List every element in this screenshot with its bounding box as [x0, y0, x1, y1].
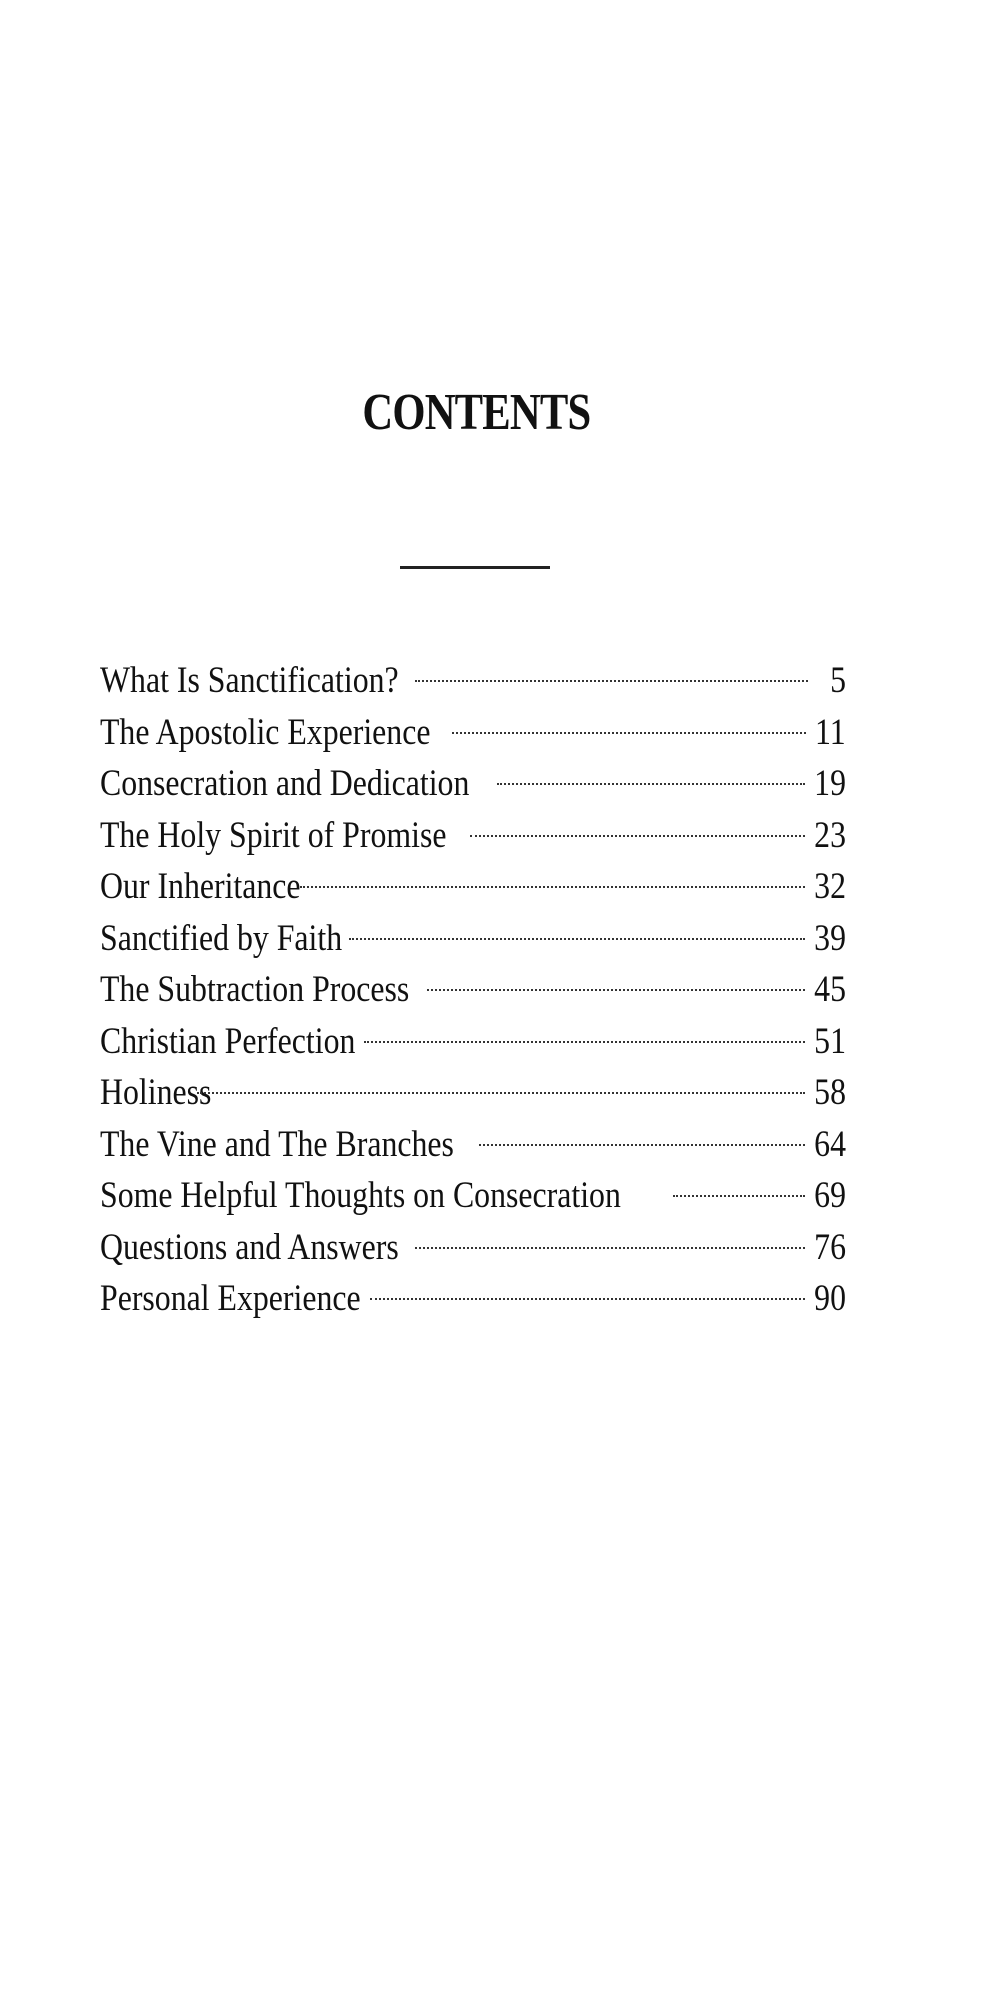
toc-entry-title: The Apostolic Experience — [100, 711, 431, 753]
toc-entry-title: The Vine and The Branches — [100, 1123, 454, 1165]
table-of-contents — [100, 655, 846, 1325]
toc-entry-page: 5 — [830, 660, 846, 701]
toc-entry-page: 11 — [815, 711, 846, 753]
toc-entry-page: 90 — [814, 1278, 846, 1319]
toc-entry-page: 45 — [814, 969, 846, 1010]
toc-entry-page: 76 — [814, 1226, 846, 1268]
dot-leader — [479, 1144, 805, 1146]
toc-entry — [100, 758, 846, 810]
toc-entry — [100, 655, 846, 707]
dot-leader — [415, 1247, 805, 1249]
toc-entry-page: 64 — [814, 1123, 846, 1165]
toc-entry — [100, 1016, 846, 1068]
dot-leader — [452, 732, 807, 734]
toc-entry — [100, 1119, 846, 1171]
toc-entry-title: Sanctified by Faith — [100, 917, 343, 959]
dot-leader — [427, 989, 805, 991]
toc-entry-page: 39 — [814, 917, 846, 959]
dot-leader — [349, 938, 805, 940]
toc-entry — [100, 1067, 846, 1119]
toc-entry-title: Consecration and Dedication — [100, 763, 470, 804]
toc-entry-page: 32 — [814, 866, 846, 907]
toc-entry-title: Some Helpful Thoughts on Consecration — [100, 1175, 621, 1216]
toc-entry-page: 58 — [814, 1072, 846, 1113]
toc-entry-title: What Is Sanctification? — [100, 660, 399, 701]
toc-entry — [100, 964, 846, 1016]
toc-entry — [100, 1170, 846, 1222]
toc-entry-title: Our Inheritance — [100, 866, 301, 907]
toc-entry-title: Questions and Answers — [100, 1226, 399, 1268]
toc-entry-title: The Holy Spirit of Promise — [100, 814, 447, 856]
toc-entry — [100, 1222, 846, 1274]
toc-entry-page: 19 — [814, 763, 846, 804]
toc-entry-title: Christian Perfection — [100, 1020, 356, 1062]
dot-leader — [497, 783, 805, 785]
toc-entry — [100, 810, 846, 862]
toc-entry-page: 23 — [814, 814, 846, 856]
toc-entry-page: 51 — [814, 1020, 846, 1062]
page-title: CONTENTS — [362, 384, 591, 441]
dot-leader — [197, 1092, 805, 1094]
dot-leader — [364, 1041, 805, 1043]
toc-entry-title: Holiness — [100, 1072, 212, 1113]
title-divider — [400, 566, 550, 569]
dot-leader — [370, 1298, 805, 1300]
toc-entry — [100, 861, 846, 913]
dot-leader — [673, 1195, 805, 1197]
dot-leader — [300, 886, 805, 888]
toc-entry — [100, 1273, 846, 1325]
dot-leader — [470, 835, 805, 837]
toc-entry-title: The Subtraction Process — [100, 969, 410, 1010]
dot-leader — [415, 680, 808, 682]
toc-entry-title: Personal Experience — [100, 1278, 361, 1319]
toc-entry-page: 69 — [814, 1175, 846, 1216]
toc-entry — [100, 707, 846, 759]
toc-entry — [100, 913, 846, 965]
